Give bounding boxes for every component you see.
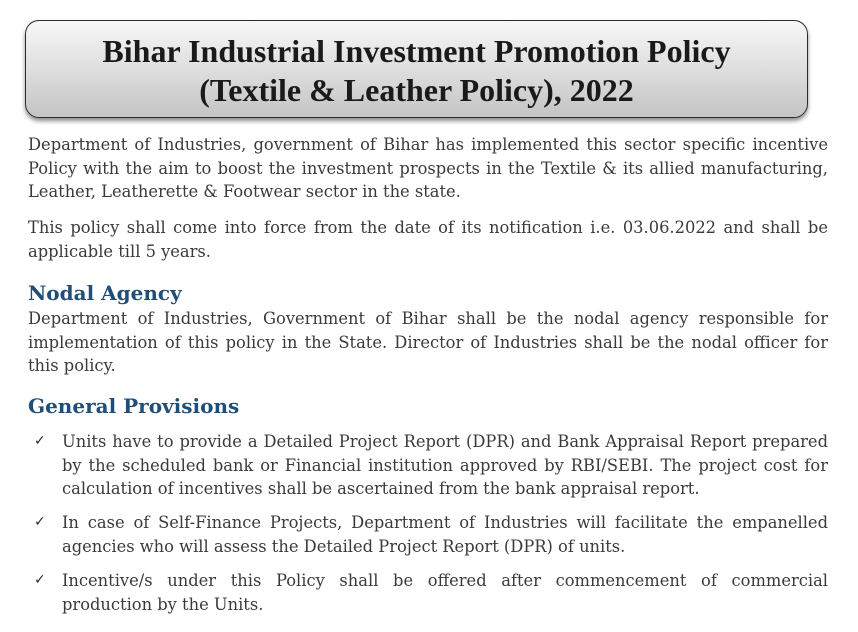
list-item-text bbox=[62, 430, 828, 501]
nodal-agency-paragraph bbox=[28, 307, 828, 378]
title-line-1: Bihar Industrial Investment Promotion Policy bbox=[102, 33, 731, 69]
text-line: applicable till 5 years. bbox=[28, 241, 211, 261]
title-banner bbox=[25, 20, 808, 118]
text-line: In case of Self-Finance Projects, Department of Industries will facilitate the empanelled bbox=[62, 513, 828, 532]
check-mark-icon: ✓ bbox=[34, 433, 46, 449]
list-item-text bbox=[62, 511, 828, 558]
intro-paragraph-1 bbox=[28, 133, 828, 204]
text-line: Units have to provide a Detailed Project Report (DPR) and Bank Appraisal Report prepared bbox=[62, 432, 828, 451]
nodal-agency-heading: Nodal Agency bbox=[28, 281, 182, 305]
general-provisions-heading: General Provisions bbox=[28, 394, 240, 418]
text-line: Policy with the aim to boost the investment prospects in the Textile & its allied manufacturing, bbox=[28, 158, 828, 178]
text-line: Department of Industries, Government of Bihar shall be the nodal agency responsible for bbox=[28, 309, 828, 328]
text-line: Department of Industries, government of Bihar has implemented this sector specific incentive bbox=[28, 135, 828, 154]
title-line-2: (Textile & Leather Policy), 2022 bbox=[199, 72, 634, 108]
text-line: by the scheduled bank or Financial institution approved by RBI/SEBI. The project cost for bbox=[62, 455, 828, 475]
text-line: production by the Units. bbox=[62, 594, 264, 614]
text-line: this policy. bbox=[28, 356, 116, 375]
intro-paragraph-2 bbox=[28, 216, 828, 263]
text-line: This policy shall come into force from the date of its notification i.e. 03.06.2022 and shall be bbox=[28, 218, 828, 237]
text-line: Incentive/s under this Policy shall be offered after commencement of commercial bbox=[62, 571, 828, 590]
check-mark-icon: ✓ bbox=[34, 572, 46, 588]
text-line: implementation of this policy in the State. Director of Industries shall be the nodal officer for bbox=[28, 332, 828, 352]
list-item-text bbox=[62, 569, 828, 616]
text-line: agencies who will assess the Detailed Project Report (DPR) of units. bbox=[62, 536, 626, 556]
text-line: Leather, Leatherette & Footwear sector in the state. bbox=[28, 182, 461, 201]
text-line: calculation of incentives shall be ascertained from the bank appraisal report. bbox=[62, 479, 700, 498]
check-mark-icon: ✓ bbox=[34, 514, 46, 530]
